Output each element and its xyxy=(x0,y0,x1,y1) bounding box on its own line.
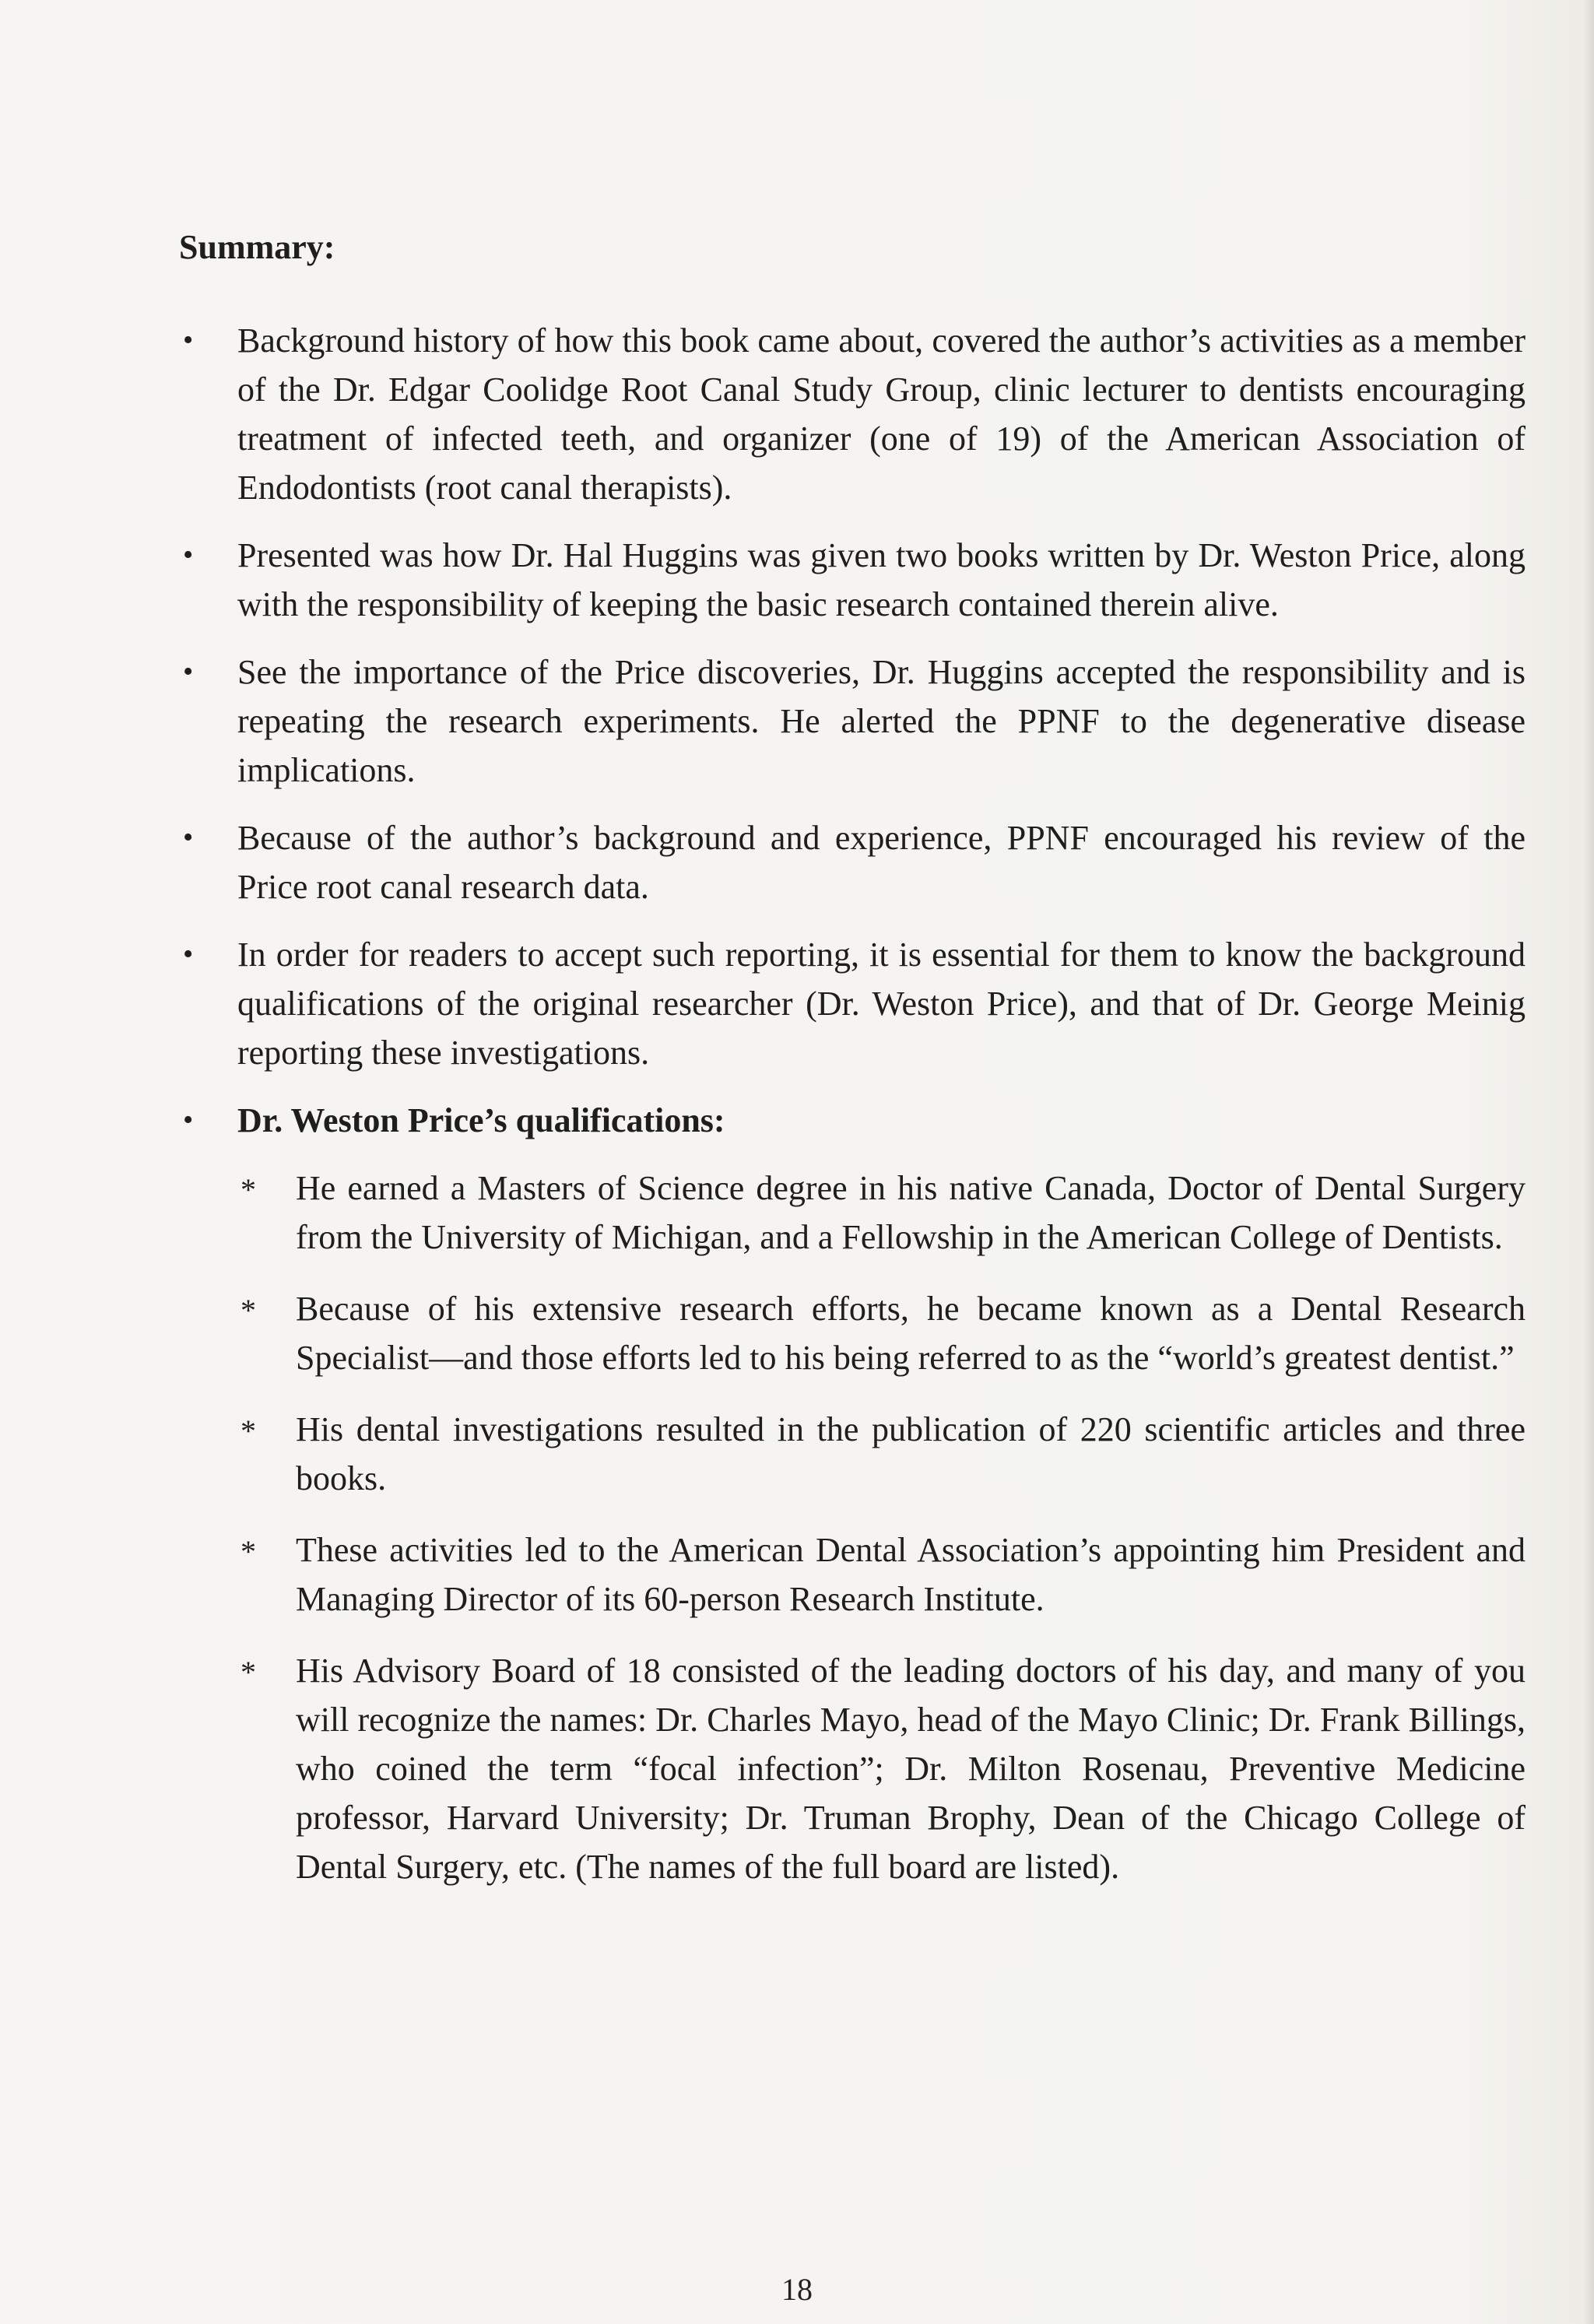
bullet-marker: • xyxy=(183,324,194,356)
asterisk-marker: * xyxy=(241,1534,256,1569)
summary-heading: Summary: xyxy=(179,228,335,266)
bullet-marker: • xyxy=(183,821,194,854)
page-edge-shadow xyxy=(1583,0,1594,2324)
qualification-item xyxy=(237,1164,1526,1262)
bullet-text: In order for readers to accept such reporting, it is essential for them to know the background qualifications of the original researcher (Dr. Weston Price), and that of Dr. George Meinig reporting these investigations. xyxy=(237,936,1526,1072)
qualification-text: These activities led to the American Dental Association’s appointing him President and Managing Director of its 60-person Research Institute. xyxy=(296,1531,1526,1618)
page-number: 18 xyxy=(781,2272,813,2307)
asterisk-marker: * xyxy=(241,1172,256,1207)
qualification-text: His Advisory Board of 18 consisted of the leading doctors of his day, and many of you will recognize the names: Dr. Charles Mayo, head of the Mayo Clinic; Dr. Frank Billings, who coined the term “focal infection”; Dr. Milton Rosenau, Preventive Medicine professor, Harvard University; Dr. Truman Brophy, Dean of the Chicago College of Dental Surgery, etc. (The names of the full board are listed). xyxy=(296,1652,1526,1886)
bullet-text: Presented was how Dr. Hal Huggins was given two books written by Dr. Weston Price, along with the responsibility of keeping the basic research contained therein alive. xyxy=(237,536,1526,623)
qualification-text: His dental investigations resulted in the publication of 220 scientific articles and three books. xyxy=(296,1410,1526,1497)
bullet-text: Background history of how this book came about, covered the author’s activities as a member of the Dr. Edgar Coolidge Root Canal Study Group, clinic lecturer to dentists encouraging treatment of infected teeth, and organizer (one of 19) of the American Association of Endodontists (root canal therapists). xyxy=(237,321,1526,507)
summary-bullet-list xyxy=(179,316,1526,1891)
qualifications-title: Dr. Weston Price’s qualifications: xyxy=(237,1101,725,1139)
qualification-item xyxy=(237,1525,1526,1624)
qualification-item xyxy=(237,1646,1526,1891)
qualification-text: Because of his extensive research efforts, he became known as a Dental Research Specialist—and those efforts led to his being referred to as the “world’s greatest dentist.” xyxy=(296,1290,1526,1377)
qualification-item xyxy=(237,1284,1526,1382)
qualification-text: He earned a Masters of Science degree in his native Canada, Doctor of Dental Surgery from the University of Michigan, and a Fellowship in the American College of Dentists. xyxy=(296,1169,1526,1256)
qualifications-list xyxy=(237,1164,1526,1891)
bullet-marker: • xyxy=(183,539,194,571)
bullet-text: See the importance of the Price discoveries, Dr. Huggins accepted the responsibility and is repeating the research experiments. He alerted the PPNF to the degenerative disease implications. xyxy=(237,653,1526,789)
bullet-marker: • xyxy=(183,655,194,688)
page-content xyxy=(179,227,1526,1914)
summary-bullet-item xyxy=(179,531,1526,629)
bullet-marker: • xyxy=(183,938,194,971)
summary-bullet-item xyxy=(179,316,1526,512)
qualification-item xyxy=(237,1405,1526,1503)
summary-bullet-item xyxy=(179,648,1526,795)
asterisk-marker: * xyxy=(241,1413,256,1448)
asterisk-marker: * xyxy=(241,1655,256,1690)
bullet-text: Because of the author’s background and experience, PPNF encouraged his review of the Price root canal research data. xyxy=(237,819,1526,906)
qualifications-bullet-item xyxy=(179,1096,1526,1891)
summary-bullet-item xyxy=(179,813,1526,911)
bullet-marker: • xyxy=(183,1104,194,1136)
asterisk-marker: * xyxy=(241,1293,256,1328)
summary-bullet-item xyxy=(179,930,1526,1077)
